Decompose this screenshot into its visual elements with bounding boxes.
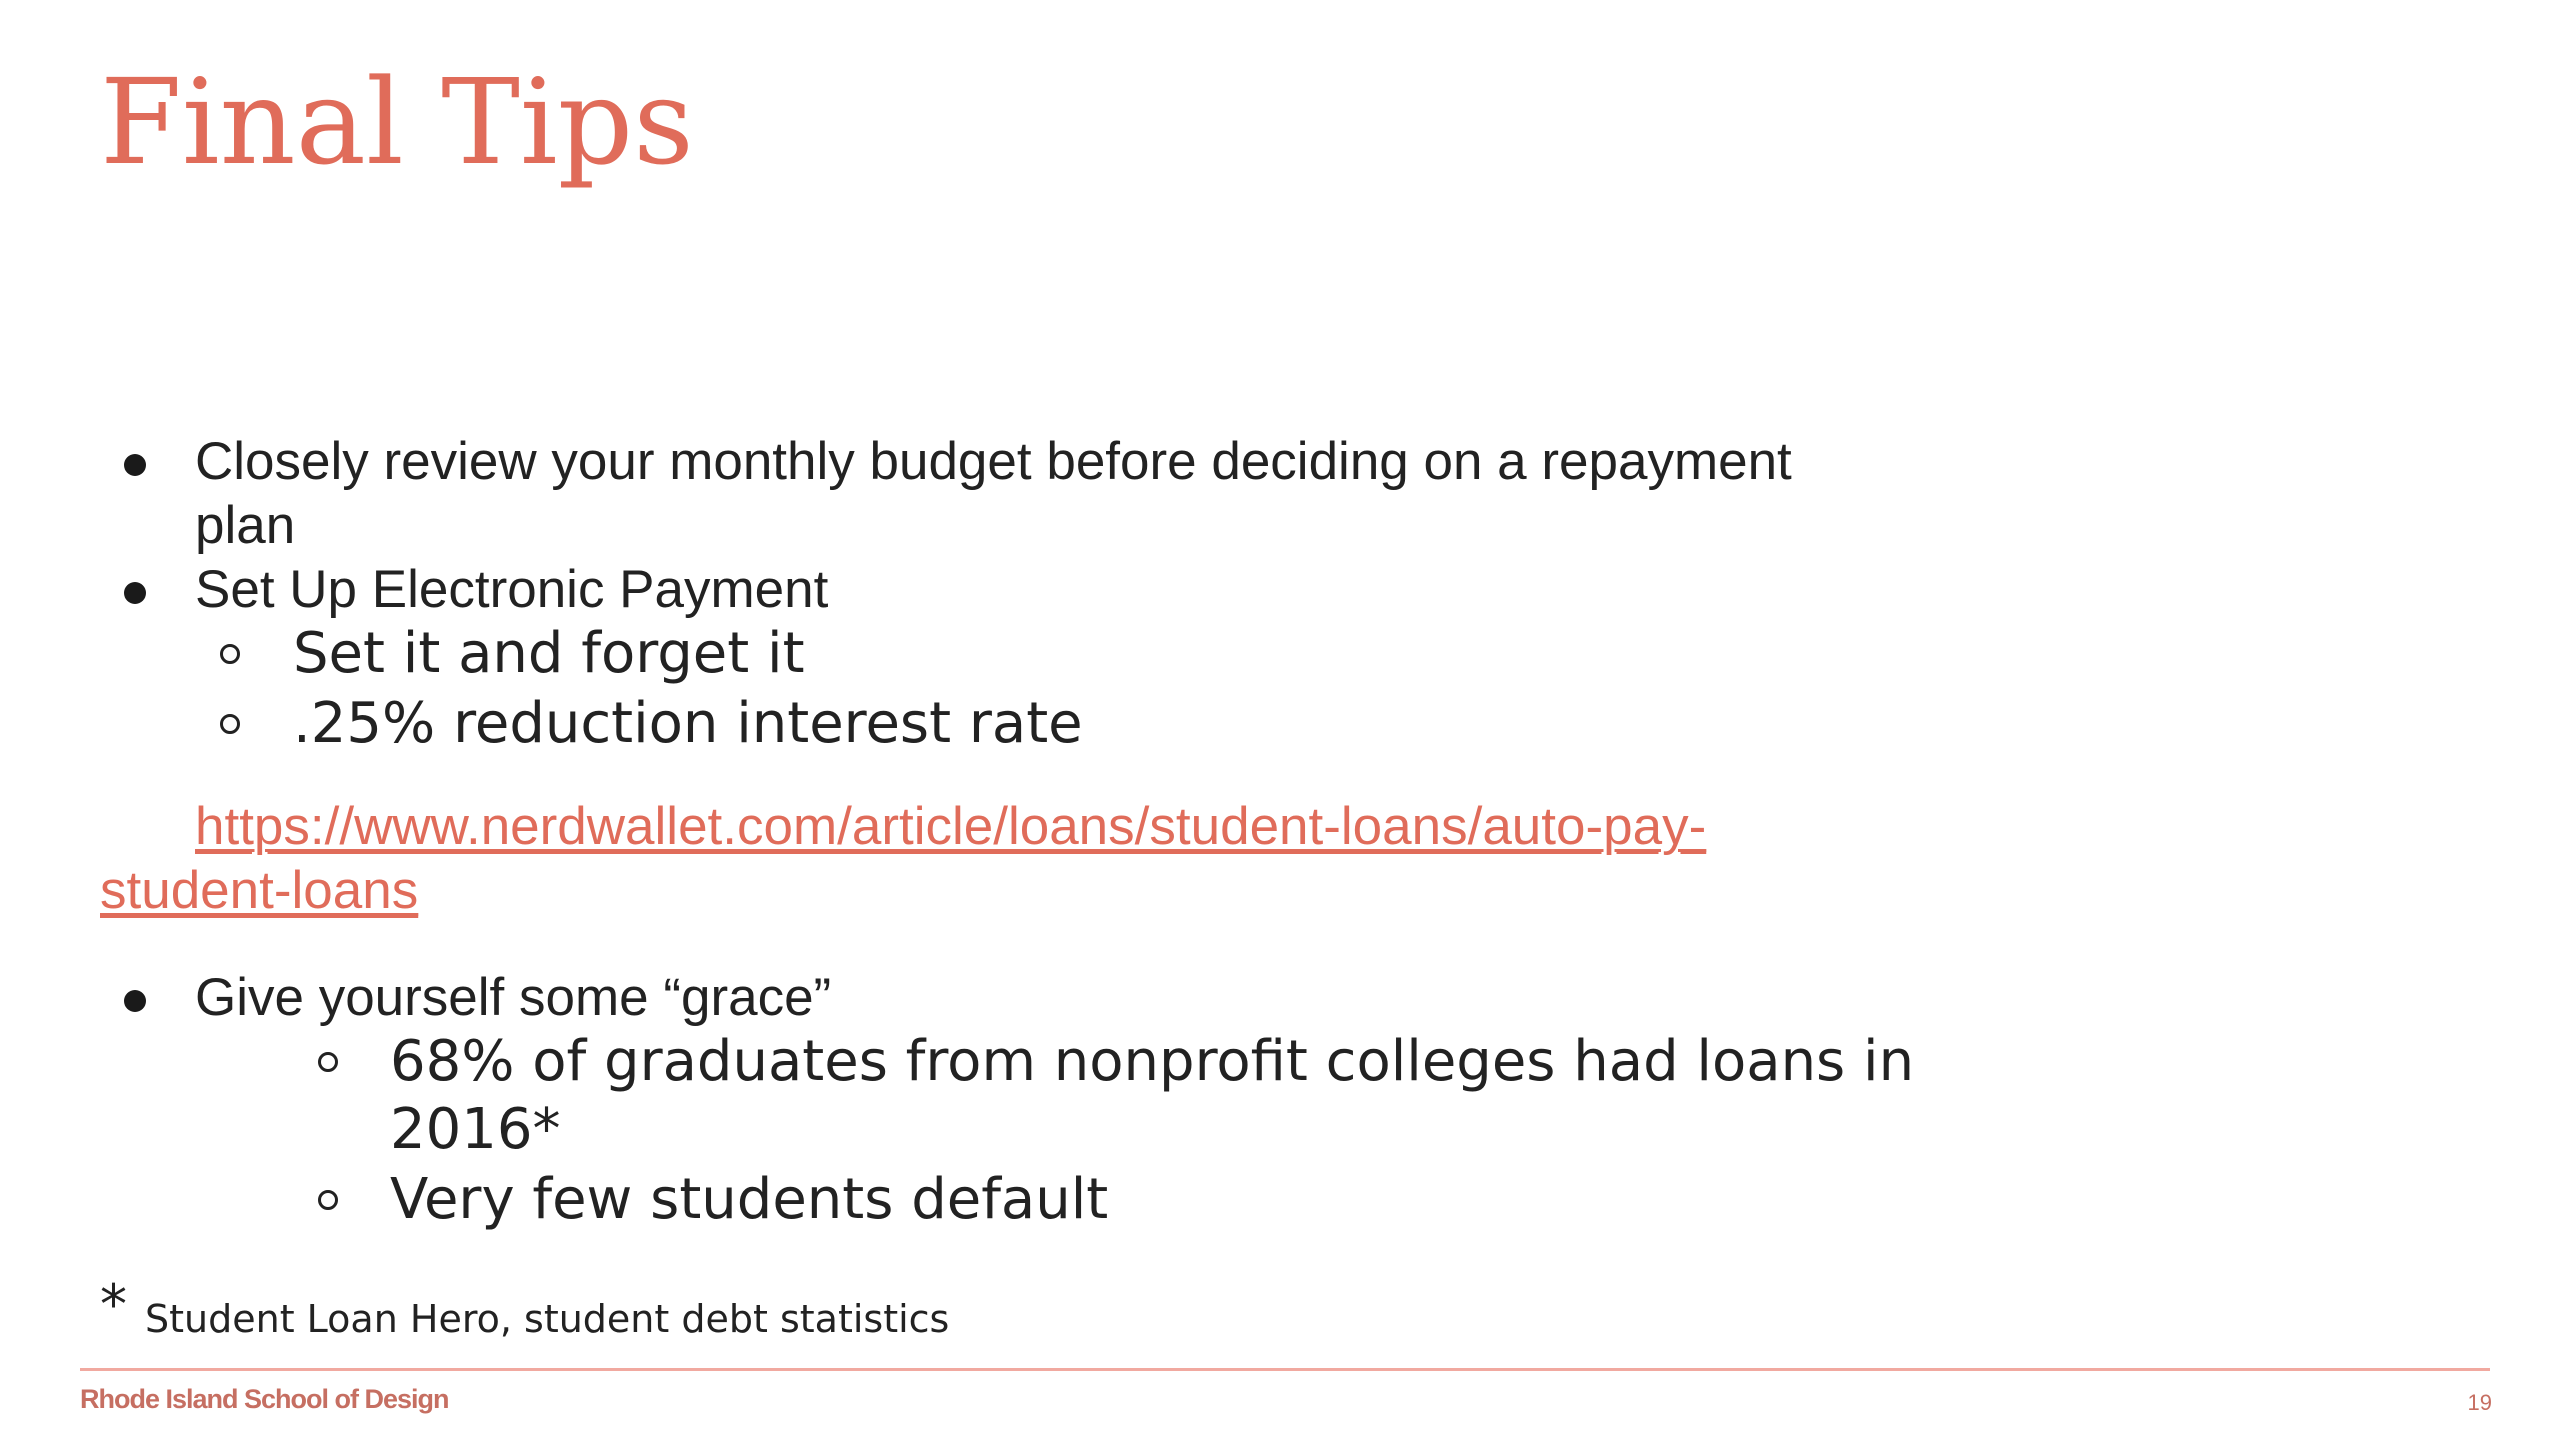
sub-bullet-text-line: 2016* <box>390 1097 561 1162</box>
bullet-text-line: Closely review your monthly budget before deciding on a repayment <box>195 432 1792 491</box>
nerdwallet-link[interactable]: https://www.nerdwallet.com/article/loans/student-loans/auto-pay-student-loans <box>100 797 1707 920</box>
bullet-text-line: plan <box>195 496 296 555</box>
circle-bullet-icon <box>220 644 240 664</box>
sub-bullet-text-line: 68% of graduates from nonprofit colleges had loans in <box>390 1029 1915 1094</box>
slide-title: Final Tips <box>100 53 694 191</box>
footer-brand-logo: Rhode Island School of Design <box>80 1384 449 1414</box>
footnote-text: Student Loan Hero, student debt statistics <box>145 1297 950 1341</box>
bullet-dot-icon <box>124 454 146 476</box>
sub-bullet-text: Set it and forget it <box>293 621 805 686</box>
bullet-text: Give yourself some “grace” <box>195 968 832 1027</box>
footnote-marker: * <box>100 1273 127 1336</box>
sub-bullet-text: .25% reduction interest rate <box>293 691 1083 756</box>
footer-divider <box>80 1368 2490 1371</box>
bullet-text: Set Up Electronic Payment <box>195 560 829 619</box>
bullet-dot-icon <box>124 990 146 1012</box>
sub-bullet-text: Very few students default <box>390 1167 1109 1232</box>
circle-bullet-icon <box>318 1190 338 1210</box>
nerdwallet-link-paragraph <box>100 795 1860 923</box>
circle-bullet-icon <box>318 1052 338 1072</box>
page-number: 19 <box>2467 1390 2492 1415</box>
circle-bullet-icon <box>220 714 240 734</box>
bullet-dot-icon <box>124 582 146 604</box>
